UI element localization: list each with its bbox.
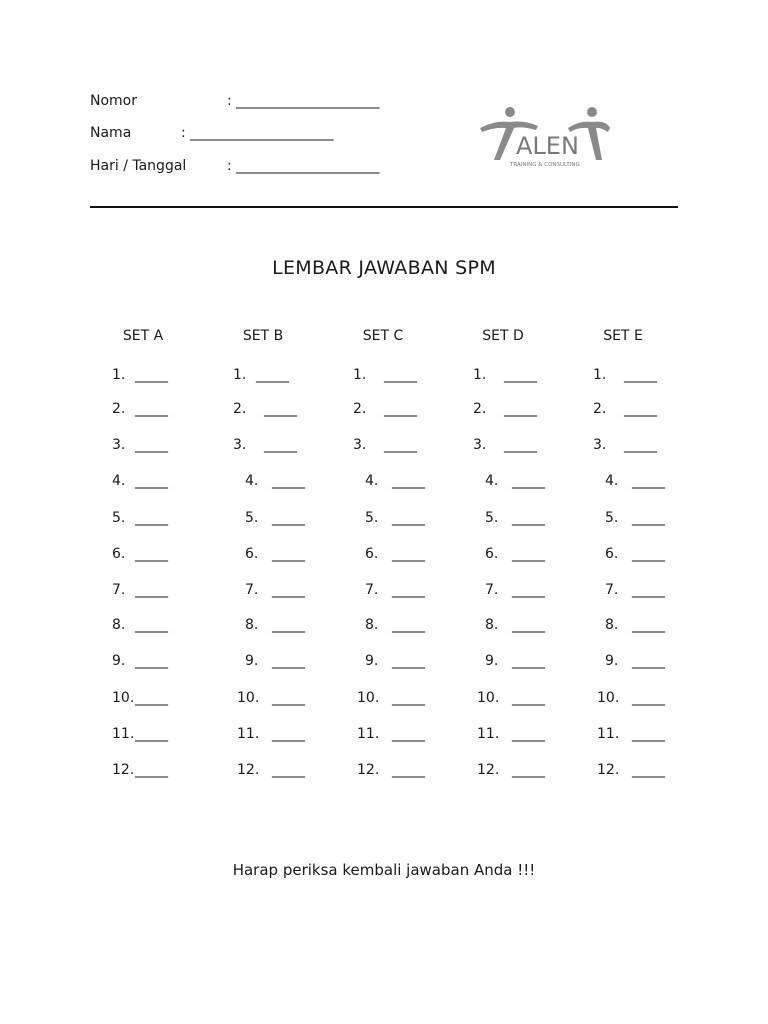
answer-blank[interactable]: _____ [632,690,665,706]
question-number: 5. [112,510,126,526]
answer-blank[interactable]: _____ [135,582,168,598]
question-number: 8. [245,617,259,633]
question-number: 10. [597,690,620,706]
answer-item-set-b-10 [237,690,305,706]
question-number: 11. [597,726,620,742]
answer-blank[interactable]: _____ [392,726,425,742]
field-colon-nomor: : [227,93,232,109]
answer-blank[interactable]: _____ [392,653,425,669]
answer-item-set-b-2 [233,401,297,417]
field-colon-hari-tanggal: : [227,158,232,174]
question-number: 10. [237,690,260,706]
answer-blank[interactable]: _____ [624,367,657,383]
question-number: 3. [233,437,247,453]
answer-item-set-e-2 [593,401,657,417]
answer-item-set-b-5 [245,510,305,526]
answer-item-set-d-10 [477,690,545,706]
question-number: 4. [245,473,259,489]
question-number: 2. [112,401,126,417]
answer-blank[interactable]: _____ [135,726,168,742]
answer-blank[interactable]: _____ [135,617,168,633]
answer-blank[interactable]: _____ [632,510,665,526]
question-number: 6. [112,546,126,562]
question-number: 10. [477,690,500,706]
answer-item-set-e-6 [605,546,665,562]
answer-blank[interactable]: _____ [135,367,168,383]
answer-item-set-c-7 [365,582,425,598]
answer-blank[interactable]: _____ [512,582,545,598]
answer-item-set-b-4 [245,473,305,489]
logo-tagline: TRAINING & CONSULTING [510,162,580,168]
answer-blank[interactable]: _____ [512,726,545,742]
answer-item-set-a-2 [112,401,168,417]
answer-blank[interactable]: _____ [272,762,305,778]
answer-blank[interactable]: _____ [632,546,665,562]
answer-item-set-e-4 [605,473,665,489]
answer-blank[interactable]: _____ [135,437,168,453]
answer-blank[interactable]: _____ [632,582,665,598]
answer-item-set-c-12 [357,762,425,778]
answer-item-set-a-4 [112,473,168,489]
answer-blank[interactable]: _____ [135,546,168,562]
answer-blank[interactable]: _____ [256,367,289,383]
answer-item-set-d-3 [473,437,537,453]
answer-item-set-d-12 [477,762,545,778]
answer-blank[interactable]: _____ [512,653,545,669]
answer-item-set-c-10 [357,690,425,706]
field-colon-nama: : [181,125,186,141]
answer-blank[interactable]: _____ [632,473,665,489]
answer-item-set-c-1 [353,367,417,383]
question-number: 6. [245,546,259,562]
question-number: 4. [365,473,379,489]
question-number: 8. [112,617,126,633]
answer-item-set-d-2 [473,401,537,417]
answer-item-set-d-7 [485,582,545,598]
answer-blank[interactable]: _____ [392,473,425,489]
answer-blank[interactable]: _____ [392,582,425,598]
answer-item-set-a-3 [112,437,168,453]
answer-item-set-c-3 [353,437,417,453]
question-number: 12. [597,762,620,778]
answer-blank[interactable]: _____ [512,690,545,706]
answer-blank[interactable]: _____ [272,582,305,598]
answer-item-set-b-6 [245,546,305,562]
answer-item-set-b-1 [233,367,289,383]
question-number: 3. [353,437,367,453]
answer-item-set-d-1 [473,367,537,383]
answer-item-set-a-11 [112,726,168,742]
answer-item-set-e-9 [605,653,665,669]
answer-item-set-d-8 [485,617,545,633]
answer-item-set-e-10 [597,690,665,706]
answer-item-set-e-5 [605,510,665,526]
answer-item-set-a-10 [112,690,168,706]
answer-item-set-c-2 [353,401,417,417]
answer-item-set-e-7 [605,582,665,598]
question-number: 4. [485,473,499,489]
field-blank-nomor[interactable]: ______________________ [236,93,379,109]
answer-blank[interactable]: _____ [504,401,537,417]
answer-item-set-d-5 [485,510,545,526]
answer-item-set-c-8 [365,617,425,633]
question-number: 6. [605,546,619,562]
answer-item-set-c-5 [365,510,425,526]
answer-blank[interactable]: _____ [392,510,425,526]
question-number: 6. [485,546,499,562]
answer-blank[interactable]: _____ [272,546,305,562]
question-number: 5. [605,510,619,526]
field-label-nama: Nama [90,125,132,141]
question-number: 12. [357,762,380,778]
answer-blank[interactable]: _____ [384,367,417,383]
answer-item-set-d-9 [485,653,545,669]
answer-item-set-a-5 [112,510,168,526]
answer-blank[interactable]: _____ [272,653,305,669]
answer-item-set-a-7 [112,582,168,598]
question-number: 10. [357,690,380,706]
field-blank-hari-tanggal[interactable]: ______________________ [236,158,379,174]
question-number: 7. [112,582,126,598]
field-label-hari-tanggal: Hari / Tanggal [90,158,187,174]
answer-blank[interactable]: _____ [392,617,425,633]
set-header-c: SET C [362,328,404,344]
question-number: 5. [365,510,379,526]
answer-item-set-e-3 [593,437,657,453]
header-divider [90,206,678,208]
answer-item-set-e-1 [593,367,657,383]
question-number: 11. [477,726,500,742]
answer-blank[interactable]: _____ [632,762,665,778]
question-number: 2. [473,401,487,417]
answer-item-set-e-12 [597,762,665,778]
question-number: 11. [237,726,260,742]
answer-item-set-b-12 [237,762,305,778]
question-number: 8. [485,617,499,633]
logo-text: ALEN [516,132,579,160]
answer-blank[interactable]: _____ [272,510,305,526]
question-number: 11. [112,726,135,742]
set-header-d: SET D [482,328,524,344]
answer-blank[interactable]: _____ [512,617,545,633]
answer-item-set-c-11 [357,726,425,742]
question-number: 5. [485,510,499,526]
answer-blank[interactable]: _____ [392,690,425,706]
answer-item-set-c-4 [365,473,425,489]
answer-item-set-a-1 [112,367,168,383]
answer-blank[interactable]: _____ [504,437,537,453]
question-number: 3. [473,437,487,453]
set-header-a: SET A [122,328,164,344]
question-number: 12. [237,762,260,778]
answer-item-set-b-3 [233,437,297,453]
answer-item-set-b-9 [245,653,305,669]
question-number: 9. [365,653,379,669]
answer-blank[interactable]: _____ [264,401,297,417]
question-number: 4. [605,473,619,489]
answer-item-set-a-6 [112,546,168,562]
answer-blank[interactable]: _____ [512,762,545,778]
talent-logo-icon [470,100,620,172]
question-number: 8. [605,617,619,633]
question-number: 7. [485,582,499,598]
question-number: 12. [112,762,135,778]
question-number: 1. [233,367,247,383]
answer-blank[interactable]: _____ [272,617,305,633]
question-number: 11. [357,726,380,742]
question-number: 2. [353,401,367,417]
field-label-nomor: Nomor [90,93,137,109]
question-number: 10. [112,690,135,706]
answer-blank[interactable]: _____ [135,653,168,669]
question-number: 9. [485,653,499,669]
answer-item-set-e-8 [605,617,665,633]
question-number: 4. [112,473,126,489]
answer-blank[interactable]: _____ [504,367,537,383]
answer-blank[interactable]: _____ [135,690,168,706]
answer-item-set-a-9 [112,653,168,669]
answer-item-set-e-11 [597,726,665,742]
question-number: 8. [365,617,379,633]
answer-item-set-a-12 [112,762,168,778]
question-number: 3. [593,437,607,453]
question-number: 2. [233,401,247,417]
answer-blank[interactable]: _____ [135,762,168,778]
footer-note: Harap periksa kembali jawaban Anda !!! [232,861,536,879]
question-number: 1. [353,367,367,383]
question-number: 9. [245,653,259,669]
question-number: 6. [365,546,379,562]
question-number: 1. [593,367,607,383]
answer-blank[interactable]: _____ [392,546,425,562]
answer-item-set-b-8 [245,617,305,633]
answer-blank[interactable]: _____ [384,401,417,417]
answer-item-set-d-11 [477,726,545,742]
answer-blank[interactable]: _____ [272,473,305,489]
answer-item-set-c-6 [365,546,425,562]
answer-blank[interactable]: _____ [624,401,657,417]
answer-blank[interactable]: _____ [632,726,665,742]
answer-item-set-a-8 [112,617,168,633]
answer-item-set-c-9 [365,653,425,669]
question-number: 5. [245,510,259,526]
question-number: 9. [112,653,126,669]
answer-blank[interactable]: _____ [512,510,545,526]
answer-item-set-d-6 [485,546,545,562]
set-header-e: SET E [603,328,643,344]
page-title: LEMBAR JAWABAN SPM [272,257,496,279]
answer-blank[interactable]: _____ [135,510,168,526]
question-number: 9. [605,653,619,669]
answer-blank[interactable]: _____ [392,762,425,778]
question-number: 1. [473,367,487,383]
question-number: 7. [245,582,259,598]
question-number: 12. [477,762,500,778]
question-number: 2. [593,401,607,417]
question-number: 7. [365,582,379,598]
set-header-b: SET B [242,328,284,344]
answer-blank[interactable]: _____ [512,546,545,562]
answer-blank[interactable]: _____ [384,437,417,453]
question-number: 7. [605,582,619,598]
answer-blank[interactable]: _____ [624,437,657,453]
answer-item-set-d-4 [485,473,545,489]
answer-blank[interactable]: _____ [272,690,305,706]
answer-item-set-b-11 [237,726,305,742]
answer-blank[interactable]: _____ [632,653,665,669]
answer-blank[interactable]: _____ [512,473,545,489]
answer-blank[interactable]: _____ [632,617,665,633]
answer-blank[interactable]: _____ [264,437,297,453]
answer-blank[interactable]: _____ [272,726,305,742]
answer-item-set-b-7 [245,582,305,598]
answer-blank[interactable]: _____ [135,473,168,489]
question-number: 3. [112,437,126,453]
answer-blank[interactable]: _____ [135,401,168,417]
field-blank-nama[interactable]: ______________________ [190,125,333,141]
question-number: 1. [112,367,126,383]
